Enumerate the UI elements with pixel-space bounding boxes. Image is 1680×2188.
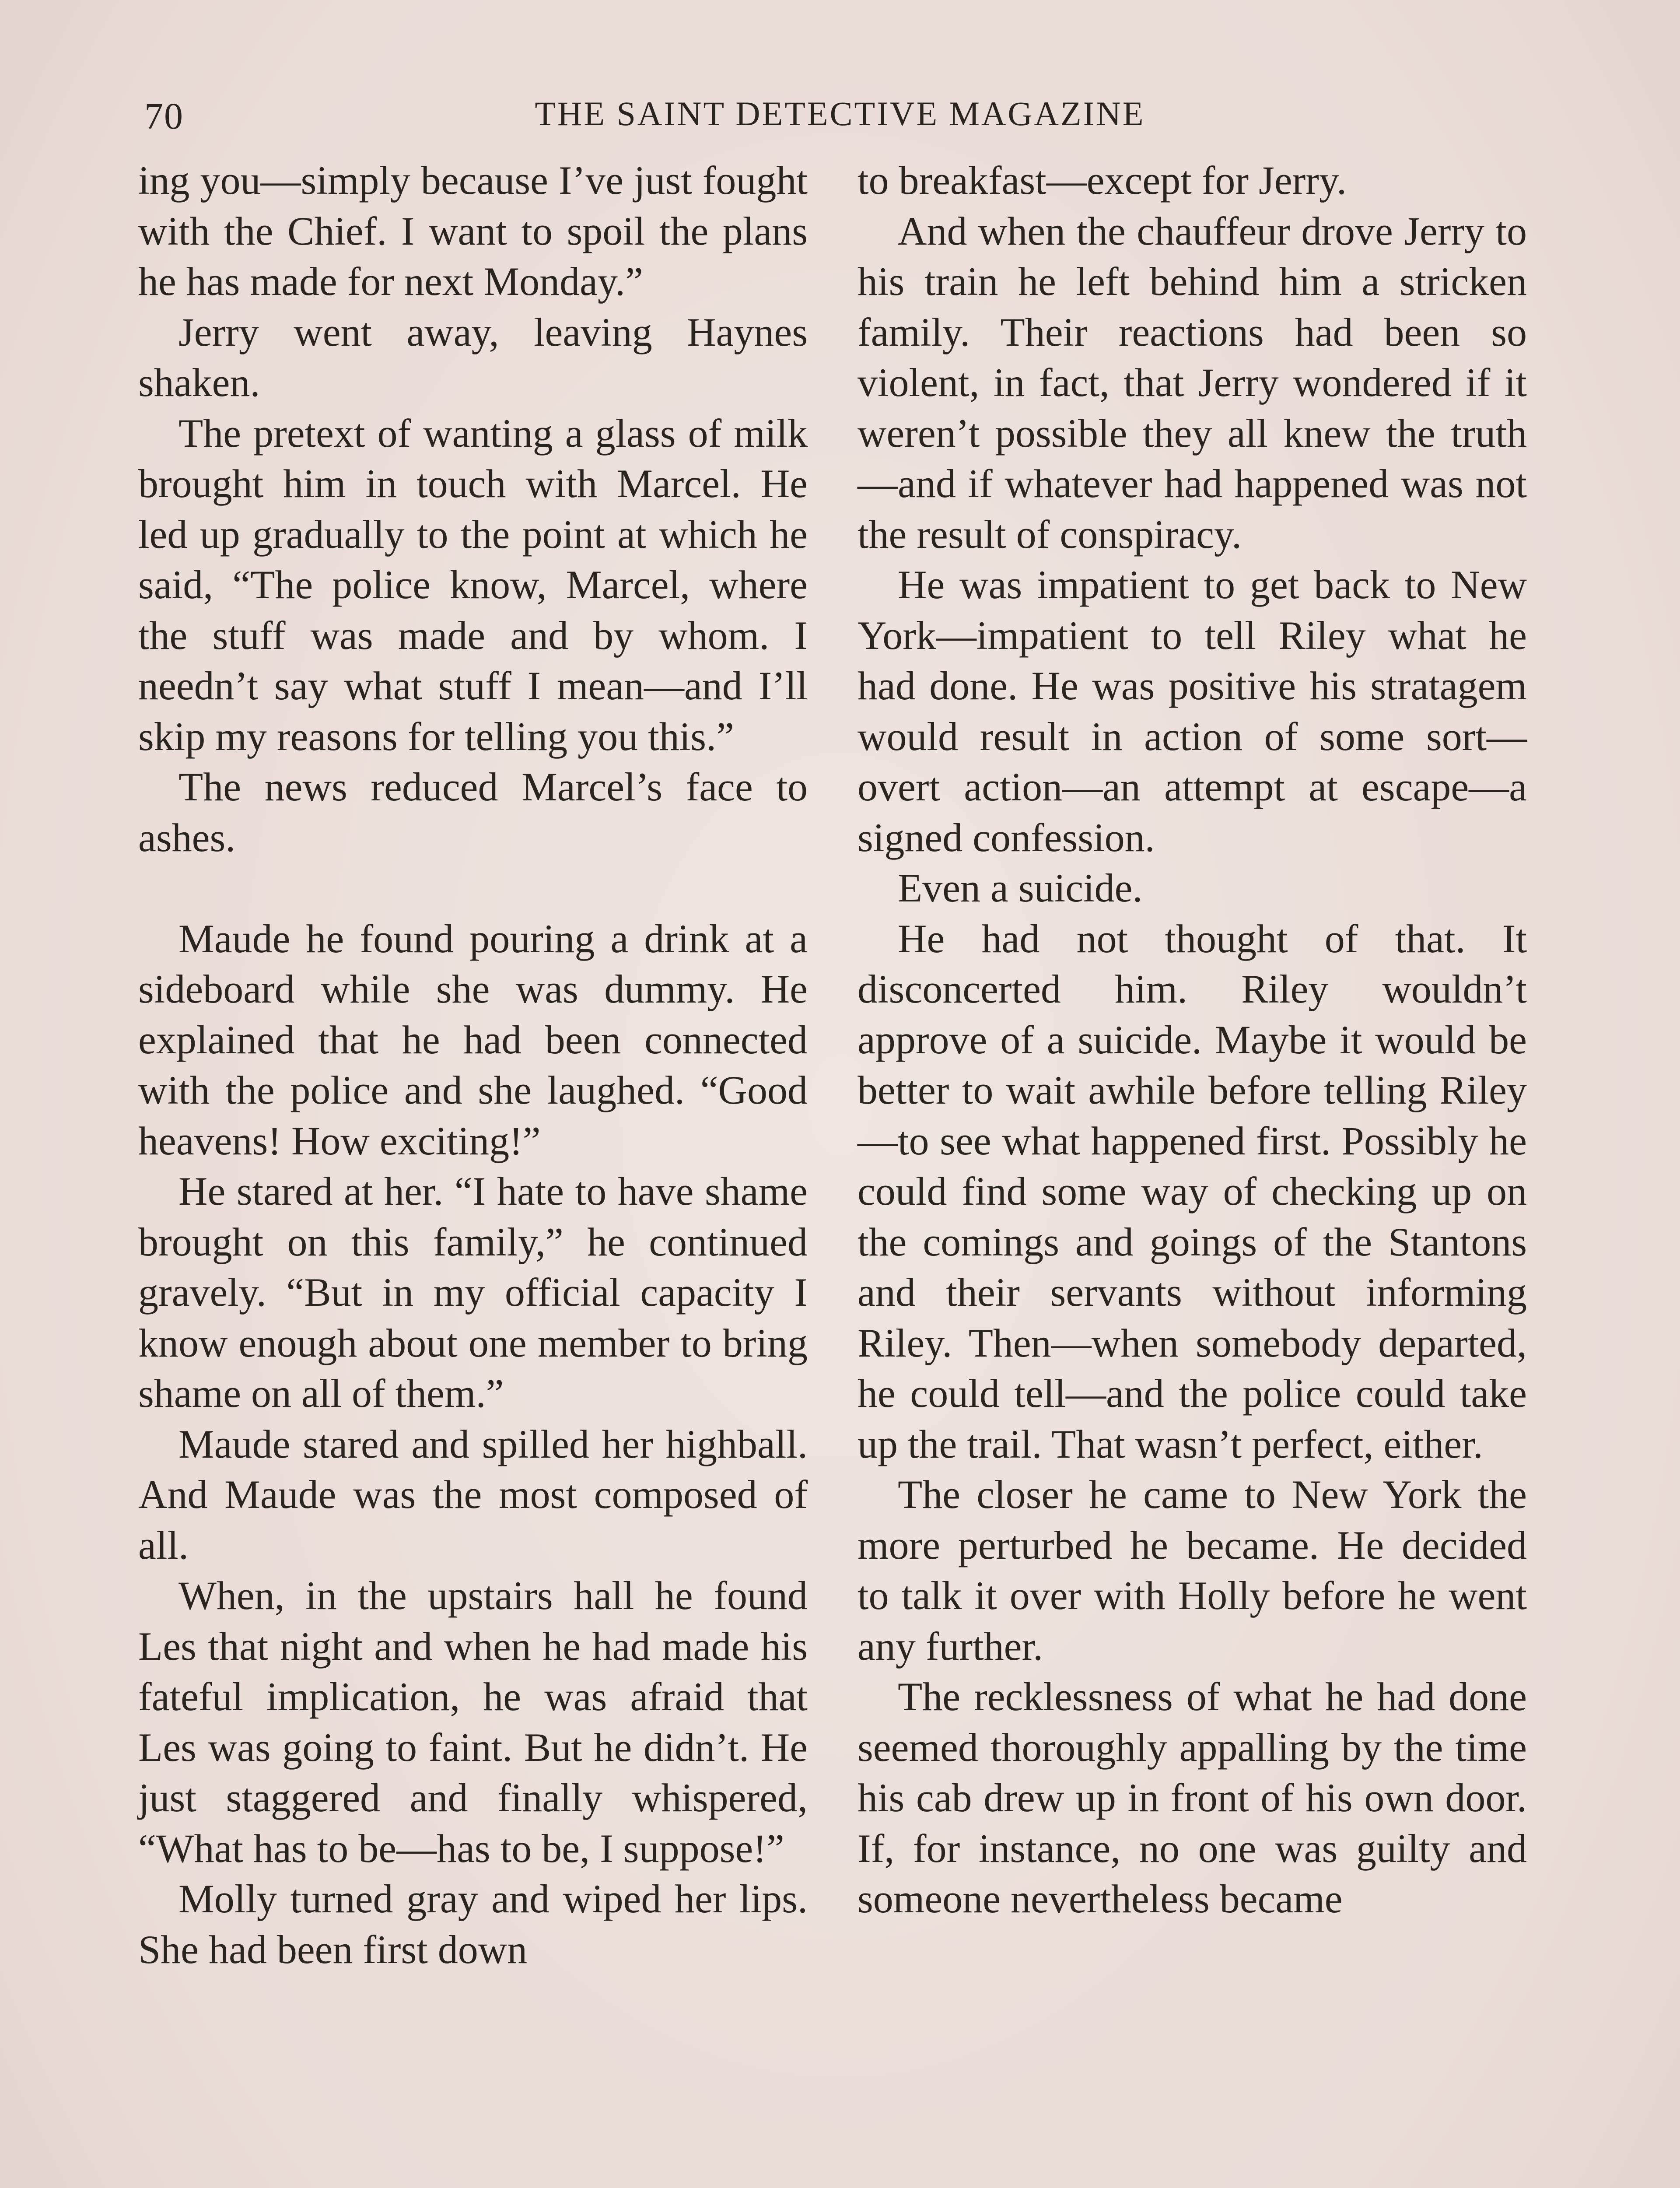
paragraph: Molly turned gray and wiped her lips. She had been first down bbox=[138, 1876, 808, 1972]
paragraph: He had not thought of that. It disconcerted him. Riley wouldn’t approve of a suicide. Maybe it would be better to wait awhile before telling Riley—to see what happened first. Possibly he could find some way of checking up on the comings and goings of the Stantons and their servants without informing Riley. Then—when somebody departed, he could tell—and the police could take up the trail. That wasn’t perfect, either. bbox=[858, 916, 1527, 1466]
paragraph: The recklessness of what he had done seemed thoroughly appalling by the time his cab drew up in front of his own door. If, for instance, no one was guilty and someone nevertheless became bbox=[858, 1674, 1527, 1921]
paragraph: When, in the upstairs hall he found Les that night and when he had made his fateful implication, he was afraid that Les was going to faint. But he didn’t. He just staggered and finally whispered, “What has to be—has to be, I suppose!” bbox=[138, 1573, 808, 1871]
page-number: 70 bbox=[144, 95, 184, 137]
page-header bbox=[144, 94, 1536, 142]
paragraph: Jerry went away, leaving Haynes shaken. bbox=[138, 309, 808, 405]
paragraph: The news reduced Marcel’s face to ashes. bbox=[138, 764, 808, 860]
paragraph: The closer he came to New York the more perturbed he became. He decided to talk it over with Holly before he went any further. bbox=[858, 1472, 1527, 1669]
running-title: THE SAINT DETECTIVE MAGAZINE bbox=[535, 95, 1145, 133]
paragraph: Even a suicide. bbox=[898, 866, 1143, 910]
paragraph: ing you—simply because I’ve just fought with the Chief. I want to spoil the plans he has made for next Monday.” bbox=[138, 158, 808, 304]
paragraph: Maude he found pouring a drink at a sideboard while she was dummy. He explained that he had been connected with the police and she laughed. “Good heavens! How exciting!” bbox=[138, 916, 808, 1163]
right-column bbox=[858, 155, 1527, 1925]
left-column bbox=[138, 155, 808, 1975]
paragraph: And when the chauffeur drove Jerry to his train he left behind him a stricken family. Their reactions had been so violent, in fact, that Jerry wondered if it weren’t possible they all knew the truth—and if whatever had happened was not the result of conspiracy. bbox=[858, 208, 1527, 557]
paragraph: to breakfast—except for Jerry. bbox=[858, 158, 1347, 203]
paragraph: The pretext of wanting a glass of milk brought him in touch with Marcel. He led up gradually to the point at which he said, “The police know, Marcel, where the stuff was made and by whom. I needn’t say what stuff I mean—and I’ll skip my reasons for telling you this.” bbox=[138, 410, 808, 759]
paragraph: Maude stared and spilled her highball. And Maude was the most composed of all. bbox=[138, 1421, 808, 1567]
paragraph: He was impatient to get back to New York—impatient to tell Riley what he had done. He was positive his stratagem would result in action of some sort—overt action—an attempt at escape—a signed confession. bbox=[858, 562, 1527, 860]
paragraph: He stared at her. “I hate to have shame brought on this family,” he continued gravely. “But in my official capacity I know enough about one member to bring shame on all of them.” bbox=[138, 1169, 808, 1416]
